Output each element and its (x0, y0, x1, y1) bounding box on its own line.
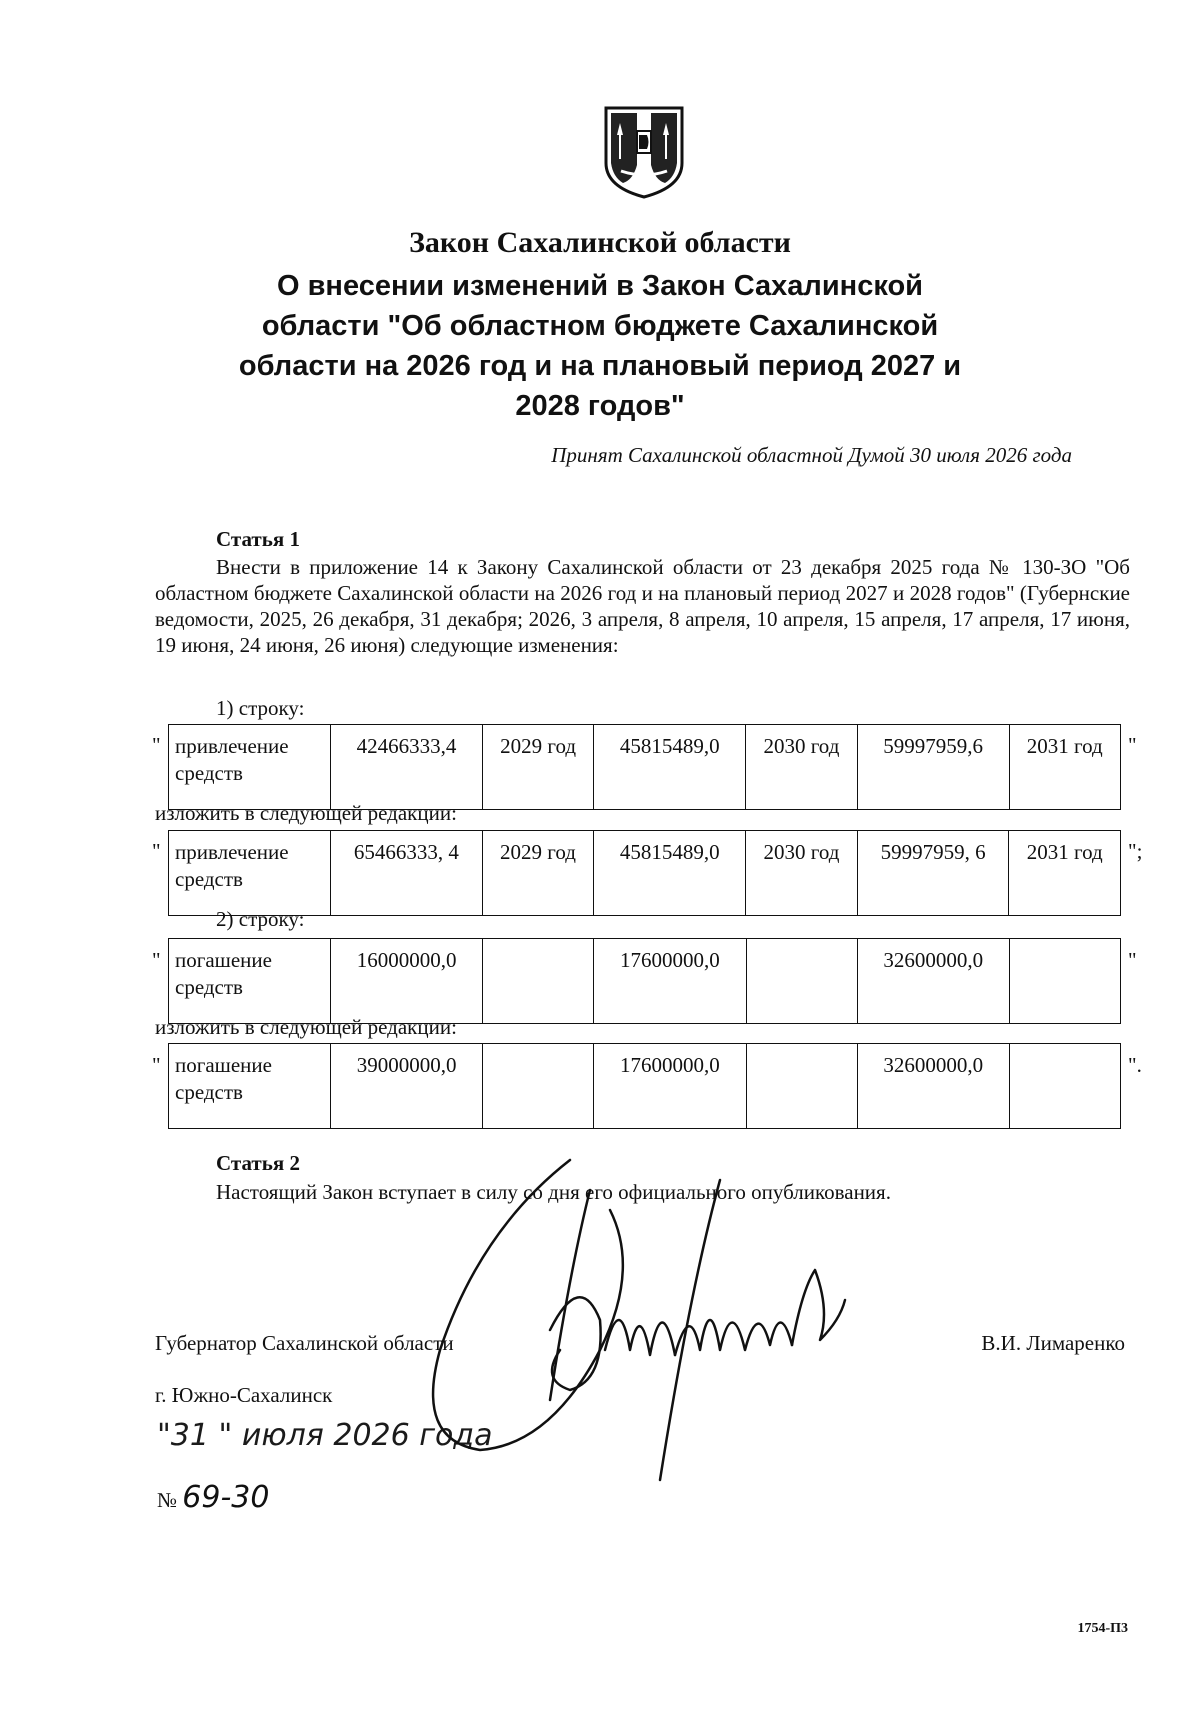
item-1-label: 1) строку: (216, 696, 305, 720)
table-cell: привлечение средств (169, 725, 331, 810)
table-cell: 2031 год (1009, 831, 1121, 916)
table-cell (483, 939, 594, 1024)
governor-name: В.И. Лимаренко (981, 1331, 1125, 1355)
subtitle-line: О внесении изменений в Закон Сахалинской (276, 270, 923, 302)
open-quote: " (152, 839, 161, 863)
open-quote: " (152, 733, 161, 757)
table-cell: 2030 год (746, 831, 858, 916)
handwritten-signature (400, 1150, 960, 1530)
budget-table-original-attraction (168, 724, 1121, 810)
table-cell: 59997959,6 (857, 725, 1009, 810)
close-quote: ". (1128, 1053, 1142, 1077)
law-title: Закон Сахалинской области (409, 226, 791, 259)
law-number (157, 1480, 269, 1515)
table-cell: 2029 год (482, 725, 593, 810)
subtitle-line: 2028 годов" (515, 390, 685, 422)
close-quote: " (1128, 948, 1137, 972)
table-cell (746, 939, 857, 1024)
table-cell: 39000000,0 (330, 1044, 482, 1129)
subtitle-line: области на 2026 год и на плановый период 2027 и (238, 350, 962, 382)
governor-title: Губернатор Сахалинской области (155, 1331, 454, 1355)
table-cell: 65466333, 4 (331, 831, 483, 916)
table-cell: 17600000,0 (594, 1044, 746, 1129)
table-row (169, 1044, 1121, 1129)
table-cell: погашение средств (169, 1044, 331, 1129)
table-row (169, 831, 1121, 916)
table-cell: 42466333,4 (331, 725, 483, 810)
city-name: г. Южно-Сахалинск (155, 1383, 333, 1407)
table-cell: 2031 год (1009, 725, 1120, 810)
sakhalin-coat-of-arms-icon (603, 105, 685, 199)
document-code: 1754-П3 (1077, 1621, 1128, 1636)
law-subtitle (220, 266, 980, 426)
table-cell: 32600000,0 (857, 1044, 1009, 1129)
open-quote: " (152, 948, 161, 972)
table-row (169, 939, 1121, 1024)
open-quote: " (152, 1053, 161, 1077)
handwritten-number: 69-30 (182, 1480, 270, 1515)
redaction-label: изложить в следующей редакции: (155, 801, 457, 825)
budget-table-original-repayment (168, 938, 1121, 1024)
budget-table-new-repayment (168, 1043, 1121, 1129)
table-cell: 16000000,0 (330, 939, 482, 1024)
table-cell: 2030 год (746, 725, 857, 810)
table-cell: 59997959, 6 (857, 831, 1009, 916)
article-2-text: Настоящий Закон вступает в силу со дня его официального опубликования. (216, 1180, 891, 1204)
article-1-heading: Статья 1 (216, 527, 300, 551)
number-prefix: № (157, 1488, 178, 1512)
table-cell (746, 1044, 857, 1129)
table-cell (1009, 1044, 1120, 1129)
table-cell: 45815489,0 (594, 831, 746, 916)
table-cell: привлечение средств (169, 831, 331, 916)
redaction-label: изложить в следующей редакции: (155, 1015, 457, 1039)
table-cell: погашение средств (169, 939, 331, 1024)
adoption-note: Принят Сахалинской областной Думой 30 июля 2026 года (551, 443, 1072, 467)
article-2-heading: Статья 2 (216, 1151, 300, 1175)
table-cell: 2029 год (482, 831, 594, 916)
table-row (169, 725, 1121, 810)
close-quote: "; (1128, 839, 1143, 863)
table-cell (483, 1044, 594, 1129)
budget-table-new-attraction (168, 830, 1121, 916)
table-cell (1009, 939, 1120, 1024)
subtitle-line: области "Об областном бюджете Сахалинской (261, 310, 939, 342)
handwritten-date: "31 " июля 2026 года (157, 1418, 493, 1453)
close-quote: " (1128, 733, 1137, 757)
table-cell: 32600000,0 (857, 939, 1009, 1024)
article-1-text: Внести в приложение 14 к Закону Сахалинской области от 23 декабря 2025 года № 130-ЗО "Об областном бюджете Сахалинской области на 2026 год и на плановый период 2027 и 2028 годов" (Губернские ведомости, 2025, 26 декабря, 31 декабря; 2026, 3 апреля, 8 апреля, 10 апреля, 15 апреля, 17 апреля, 17 июня, 19 июня, 24 июня, 26 июня) следующие изменения: (155, 555, 1130, 657)
item-2-label: 2) строку: (216, 907, 305, 931)
table-cell: 17600000,0 (594, 939, 746, 1024)
table-cell: 45815489,0 (594, 725, 746, 810)
